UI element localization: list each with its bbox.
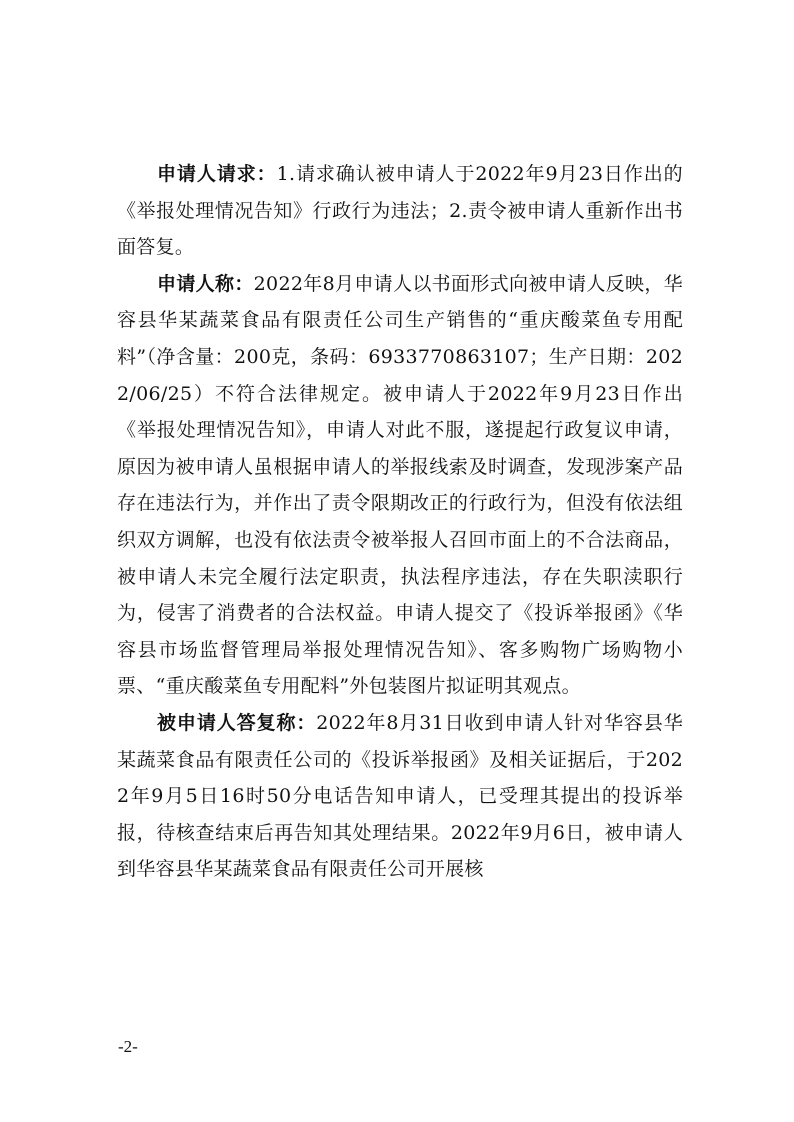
paragraph-label: 申请人称：: [157, 272, 254, 295]
paragraph-text: 1.请求确认被申请人于2022年9月23日作出的《举报处理情况告知》行政行为违法；2.责令被申请人重新作出书面答复。: [117, 163, 683, 259]
paragraph-applicant-statement: [117, 266, 683, 705]
document-body: [117, 156, 683, 888]
paragraph-respondent-reply: [117, 705, 683, 888]
paragraph-text: 2022年8月31日收到申请人针对华容县华某蔬菜食品有限责任公司的《投诉举报函》及相关证据后，于2022年9月5日16时50分电话告知申请人，已受理其提出的投诉举报，待核查结束后再告知其处理结果。2022年9月6日，被申请人到华容县华某蔬菜食品有限责任公司开展核: [117, 711, 683, 881]
page-number: -2-: [118, 1037, 138, 1056]
paragraph-label: 申请人请求：: [157, 163, 277, 185]
paragraph-applicant-request: [117, 156, 683, 266]
paragraph-label: 被申请人答复称：: [157, 711, 317, 734]
paragraph-text: 2022年8月申请人以书面形式向被申请人反映，华容县华某蔬菜食品有限责任公司生产销售的“重庆酸菜鱼专用配料”（净含量：200克，条码：6933770863107；生产日期：2022/06/25）不符合法律规定。被申请人于2022年9月23日作出《举报处理情况告知》，申请人对此不服，遂提起行政复议申请，原因为被申请人虽根据申请人的举报线索及时调查，发现涉案产品存在违法行为，并作出了责令限期改正的行政行为，但没有依法组织双方调解，也没有依法责令被举报人召回市面上的不合法商品，被申请人未完全履行法定职责，执法程序违法，存在失职渎职行为，侵害了消费者的合法权益。申请人提交了《投诉举报函》《华容县市场监督管理局举报处理情况告知》、客多购物广场购物小票、“重庆酸菜鱼专用配料”外包装图片拟证明其观点。: [117, 272, 683, 698]
